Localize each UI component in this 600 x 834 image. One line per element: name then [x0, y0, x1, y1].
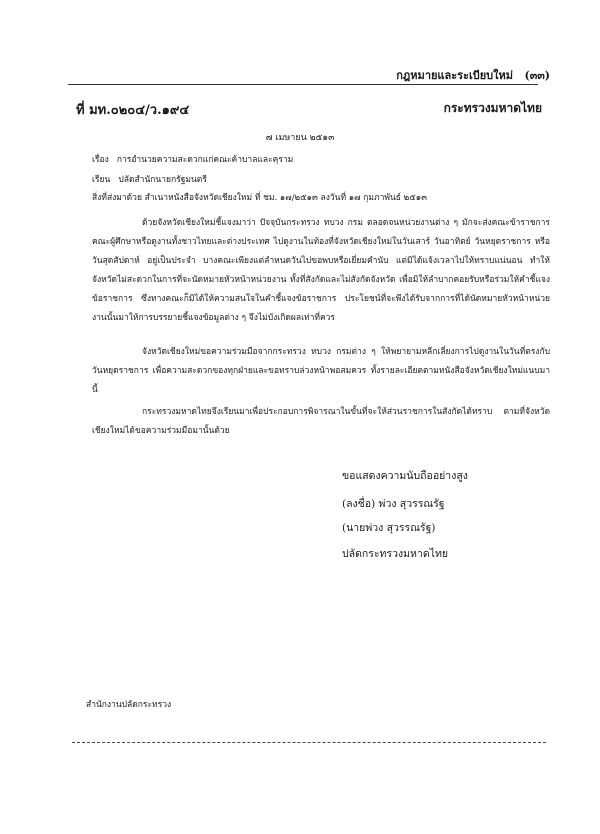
closing-line: ขอแสดงความนับถืออย่างสูง — [342, 470, 468, 482]
ministry-name: กระทรวงมหาดไทย — [443, 101, 542, 115]
to-label: เรียน — [92, 175, 111, 185]
body-paragraph-3: กระทรวงมหาดไทยจึงเรียนมาเพื่อประกอบการพิจารณาในขั้นที่จะให้ส่วนราชการในสังกัดได้ทราบ ตามที่จังหวัดเชียงใหม่ได้ขอความร่วมมือมานั้นด้วย — [92, 407, 550, 436]
to-text: ปลัดสำนักนายกรัฐมนตรี — [118, 175, 207, 185]
attachment-line: สิ่งที่ส่งมาด้วย สำเนาหนังสือจังหวัดเชียงใหม่ ที่ ชม. ๑๗/๒๕๑๓ ลงวันที่ ๑๗ กุมภาพันธ์ ๒๕๑๓ — [92, 193, 427, 203]
body-paragraph-1: ด้วยจังหวัดเชียงใหม่ชี้แจงมาว่า ปัจจุบันกระทรวง ทบวง กรม ตลอดจนหน่วยงานต่าง ๆ มักจะส่งคณะข้าราชการ คณะผู้ศึกษาหรือดูงานทั้งชาวไทยและต่างประเทศ ไปดูงานในท้องที่จังหวัดเชียงใหม่ในวันเสาร์ วันอาทิตย์ วันหยุดราชการ หรือวันสุดสัปดาห์ อยู่เป็นประจำ บางคณะเพียงแต่ลำหนดวันไปขอพบหรือเยี่ยมคำนับ แต่มิได้แจ้งเวลาไปให้ทราบแน่นอน ทำให้จังหวัดไม่สะดวกในการที่จะนัดหมายหัวหน้าหน่วยงาน ทั้งที่สังกัดและไม่สังกัดจังหวัด เพื่อมิให้ลำบากคอยรับหรือร่วมให้คำชี้แจงข้อราชการ ซึ่งทางคณะก็มิได้ให้ความสนใจในคำชี้แจงข้อราชการ ประโยชน์ที่จะพึงได้รับจากการที่ได้นัดหมายหัวหน้าหน่วยงานนั้นมาให้การบรรยายชี้แจงข้อมูลต่าง ๆ จึงไม่บังเกิดผลเท่าที่ควร — [92, 218, 550, 323]
subject-text: การอำนวยความสะดวกแก่คณะค้าบาลและคุราม — [116, 155, 294, 165]
signer-name: (นายพ่วง สุวรรณรัฐ) — [342, 522, 436, 534]
signer-title: ปลัดกระทรวงมหาดไทย — [342, 548, 449, 560]
to-line — [92, 172, 207, 186]
footer-rule — [72, 742, 546, 743]
header-page-number: (๓๓) — [524, 69, 550, 82]
reference-number: ที่ มท.๐๒๐๔/ว.๑๙๔ — [76, 103, 190, 118]
subject-label: เรื่อง — [92, 155, 109, 165]
header-rule — [68, 84, 538, 85]
signature-line: (ลงชื่อ) พ่วง สุวรรณรัฐ — [342, 498, 445, 510]
body-paragraph-2: จังหวัดเชียงใหม่ขอความร่วมมือจากกระทรวง ทบวง กรมต่าง ๆ ให้พยายามหลีกเลี่ยงการไปดูงานในวันที่ตรงกับวันหยุดราชการ เพื่อความสะดวกของทุกฝ่ายและขอทราบล่วงหน้าพอสมควร ทั้งรายละเอียดตามหนังสือจังหวัดเชียงใหม่แนบมานี้ — [92, 347, 550, 395]
header-title: กฎหมายและระเบียบใหม่ — [396, 69, 514, 82]
document-date: ๗ เมษายน ๒๕๑๓ — [265, 133, 335, 143]
subject-line — [92, 152, 293, 166]
page-header — [396, 66, 550, 84]
footer-office: สำนักงานปลัดกระทรวง — [86, 700, 172, 710]
